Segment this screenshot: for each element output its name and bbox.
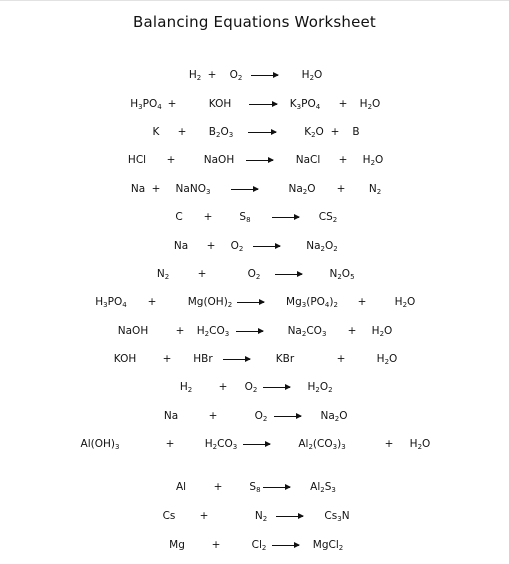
product-h2o: $H_2O$ <box>371 325 393 338</box>
reactant-h2co3: $H_2CO_3$ <box>196 325 230 338</box>
yields-arrow-icon <box>248 132 276 133</box>
reactant-n2: $N_2$ <box>254 510 268 523</box>
reactant-o2: $O_2$ <box>254 410 268 423</box>
product-h2o: $H_2O$ <box>409 438 431 451</box>
reactant-mg: Mg <box>169 539 185 551</box>
product-h2o2: $H_2O_2$ <box>307 381 333 394</box>
product-na2co3: $Na_2CO_3$ <box>287 325 327 338</box>
reactant-h2: $H_2$ <box>188 69 202 82</box>
reactant-hbr: HBr <box>193 353 213 365</box>
product-mg3-po4-2: $Mg_3(PO_4)_2$ <box>286 296 338 309</box>
plus-sign: + <box>162 353 172 365</box>
reactant-na: Na <box>173 240 189 252</box>
reactant-na: Na <box>163 410 179 422</box>
yields-arrow-icon <box>276 516 303 517</box>
product-h2o: $H_2O$ <box>394 296 416 309</box>
reactant-h2co3: $H_2CO_3$ <box>204 438 238 451</box>
reactant-h3po4: $H_3PO_4$ <box>130 98 162 111</box>
plus-sign: + <box>338 154 348 166</box>
product-n2: $N_2$ <box>368 183 382 196</box>
plus-sign: + <box>338 98 348 110</box>
yields-arrow-icon <box>263 387 290 388</box>
yields-arrow-icon <box>236 331 263 332</box>
product-al2s3: $Al_2S_3$ <box>310 481 336 494</box>
reactant-koh: KOH <box>113 353 137 365</box>
reactant-n2: $N_2$ <box>156 268 170 281</box>
reactant-cl2: $Cl_2$ <box>251 539 267 552</box>
reactant-nano3: NaNO$_3$ <box>175 183 211 196</box>
plus-sign: + <box>218 381 228 393</box>
yields-arrow-icon <box>251 75 278 76</box>
yields-arrow-icon <box>272 217 299 218</box>
product-k2o: $K_2O$ <box>304 126 324 139</box>
reactant-al: Al <box>175 481 187 493</box>
plus-sign: + <box>208 410 218 422</box>
yields-arrow-icon <box>223 359 250 360</box>
reactant-o2: $O_2$ <box>230 240 244 253</box>
yields-arrow-icon <box>263 487 290 488</box>
product-h2o: $H_2O$ <box>359 98 381 111</box>
reactant-o2: $O_2$ <box>244 381 258 394</box>
yields-arrow-icon <box>237 302 264 303</box>
reactant-b2o3: $B_2O_3$ <box>208 126 234 139</box>
reactant-cs: Cs <box>162 510 176 522</box>
plus-sign: + <box>199 510 209 522</box>
plus-sign: + <box>175 325 185 337</box>
reactant-naoh: NaOH <box>203 154 235 166</box>
product-al2-co3-3: $Al_2(CO_3)_3$ <box>298 438 346 451</box>
plus-sign: + <box>384 438 394 450</box>
product-na2o: $Na_2O$ <box>320 410 348 423</box>
plus-sign: + <box>147 296 157 308</box>
product-cs3n: $Cs_3N$ <box>324 510 350 523</box>
plus-sign: + <box>151 183 161 195</box>
plus-sign: + <box>177 126 187 138</box>
product-h2o: $H_2O$ <box>362 154 384 167</box>
plus-sign: + <box>207 69 217 81</box>
reactant-s8: $S_8$ <box>239 211 251 224</box>
plus-sign: + <box>167 98 177 110</box>
top-border <box>0 0 509 1</box>
plus-sign: + <box>197 268 207 280</box>
reactant-k: K <box>152 126 160 138</box>
reactant-naoh: NaOH <box>117 325 149 337</box>
product-kbr: KBr <box>275 353 295 365</box>
product-na2o2: $Na_2O_2$ <box>306 240 338 253</box>
plus-sign: + <box>213 481 223 493</box>
reactant-o2: $O_2$ <box>247 268 261 281</box>
plus-sign: + <box>330 126 340 138</box>
product-n2o5: $N_2O_5$ <box>329 268 355 281</box>
reactant-s8: $S_8$ <box>249 481 261 494</box>
plus-sign: + <box>357 296 367 308</box>
reactant-o2: $O_2$ <box>229 69 243 82</box>
yields-arrow-icon <box>249 104 277 105</box>
plus-sign: + <box>336 353 346 365</box>
product-cs2: $CS_2$ <box>318 211 338 224</box>
reactant-al-oh-3: $Al(OH)_3$ <box>80 438 120 451</box>
reactant-h3po4: $H_3PO_4$ <box>95 296 127 309</box>
reactant-hcl: HCl <box>127 154 147 166</box>
yields-arrow-icon <box>243 444 270 445</box>
yields-arrow-icon <box>246 160 273 161</box>
yields-arrow-icon <box>253 246 280 247</box>
product-b: B <box>352 126 360 138</box>
plus-sign: + <box>203 211 213 223</box>
product-h2o: $H_2O$ <box>376 353 398 366</box>
yields-arrow-icon <box>275 274 302 275</box>
product-na2o: $Na_2O$ <box>288 183 316 196</box>
product-mgcl2: MgCl$_2$ <box>312 539 344 552</box>
reactant-mg-oh-2: $Mg(OH)_2$ <box>187 296 233 309</box>
plus-sign: + <box>206 240 216 252</box>
plus-sign: + <box>336 183 346 195</box>
reactant-koh: KOH <box>208 98 232 110</box>
plus-sign: + <box>166 154 176 166</box>
yields-arrow-icon <box>274 416 301 417</box>
yields-arrow-icon <box>231 189 258 190</box>
plus-sign: + <box>347 325 357 337</box>
page-title: Balancing Equations Worksheet <box>132 13 377 31</box>
plus-sign: + <box>211 539 221 551</box>
plus-sign: + <box>165 438 175 450</box>
product-h2o: $H_2O$ <box>301 69 323 82</box>
product-nacl: NaCl <box>295 154 321 166</box>
reactant-h2: $H_2$ <box>179 381 193 394</box>
yields-arrow-icon <box>272 545 299 546</box>
reactant-na: Na <box>130 183 146 195</box>
product-k3po4: $K_3PO_4$ <box>289 98 321 111</box>
reactant-c: C <box>175 211 183 223</box>
